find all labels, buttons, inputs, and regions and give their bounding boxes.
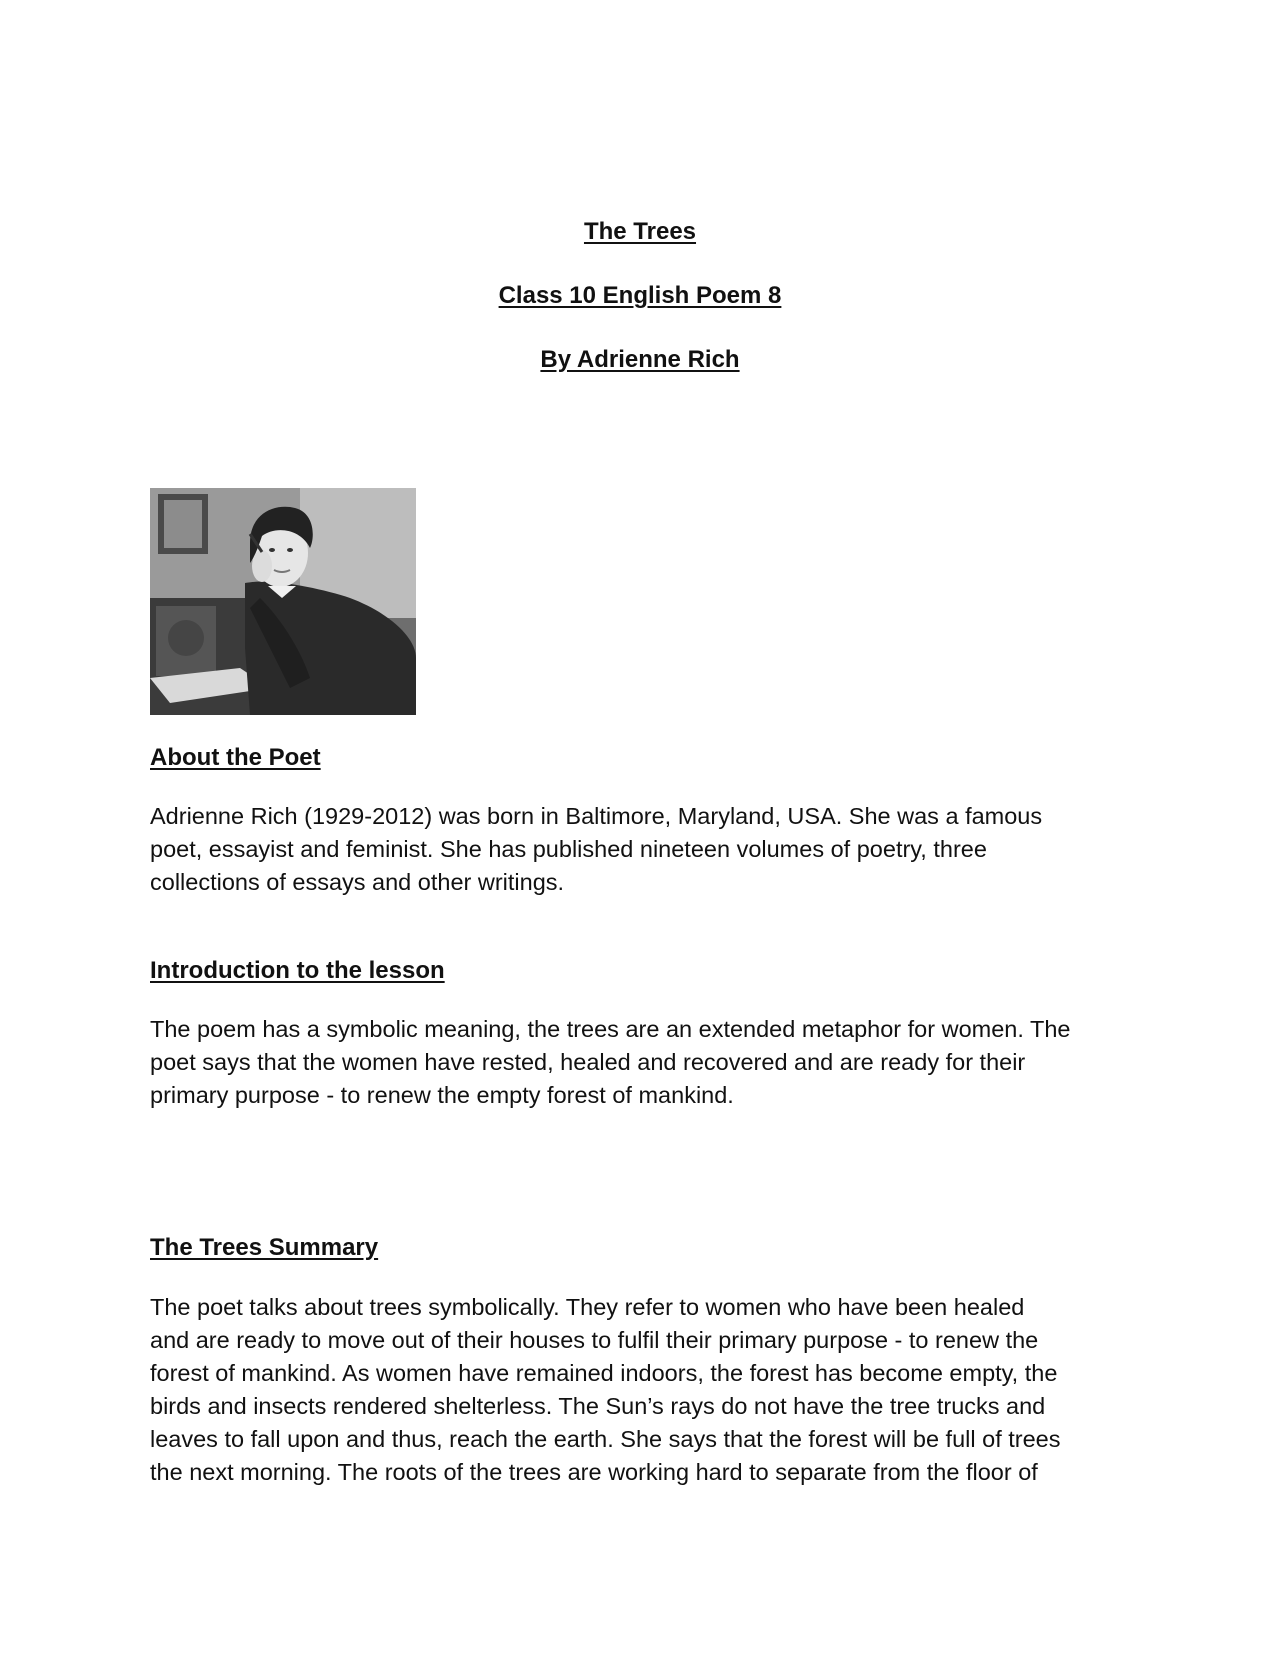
summary-line: and are ready to move out of their houses to fulfil their primary purpose - to renew the (150, 1327, 1039, 1353)
introduction-paragraph (150, 1013, 1150, 1112)
document-author: By Adrienne Rich (540, 346, 740, 373)
summary-line: The poet talks about trees symbolically. They refer to women who have been healed (150, 1294, 1025, 1320)
about-poet-line: Adrienne Rich (1929-2012) was born in Baltimore, Maryland, USA. She was a famous (150, 803, 1043, 829)
introduction-line: primary purpose - to renew the empty forest of mankind. (150, 1082, 734, 1108)
introduction-line: The poem has a symbolic meaning, the trees are an extended metaphor for women. The (150, 1016, 1071, 1042)
poet-portrait-image (150, 488, 416, 715)
about-poet-paragraph (150, 800, 1150, 899)
summary-line: forest of mankind. As women have remained indoors, the forest has become empty, the (150, 1360, 1058, 1386)
introduction-line: poet says that the women have rested, healed and recovered and are ready for their (150, 1049, 1026, 1075)
summary-line: birds and insects rendered shelterless. The Sun’s rays do not have the tree trucks and (150, 1393, 1046, 1419)
summary-line: the next morning. The roots of the trees are working hard to separate from the floor of (150, 1459, 1038, 1485)
summary-heading: The Trees Summary (150, 1234, 379, 1261)
document-title: The Trees (583, 218, 697, 245)
about-poet-line: poet, essayist and feminist. She has published nineteen volumes of poetry, three (150, 836, 987, 862)
summary-paragraph (150, 1291, 1150, 1489)
about-poet-heading: About the Poet (150, 744, 321, 771)
introduction-heading: Introduction to the lesson (150, 957, 445, 984)
about-poet-line: collections of essays and other writings. (150, 869, 565, 895)
document-subtitle: Class 10 English Poem 8 (498, 282, 782, 309)
summary-line: leaves to fall upon and thus, reach the earth. She says that the forest will be full of trees (150, 1426, 1061, 1452)
